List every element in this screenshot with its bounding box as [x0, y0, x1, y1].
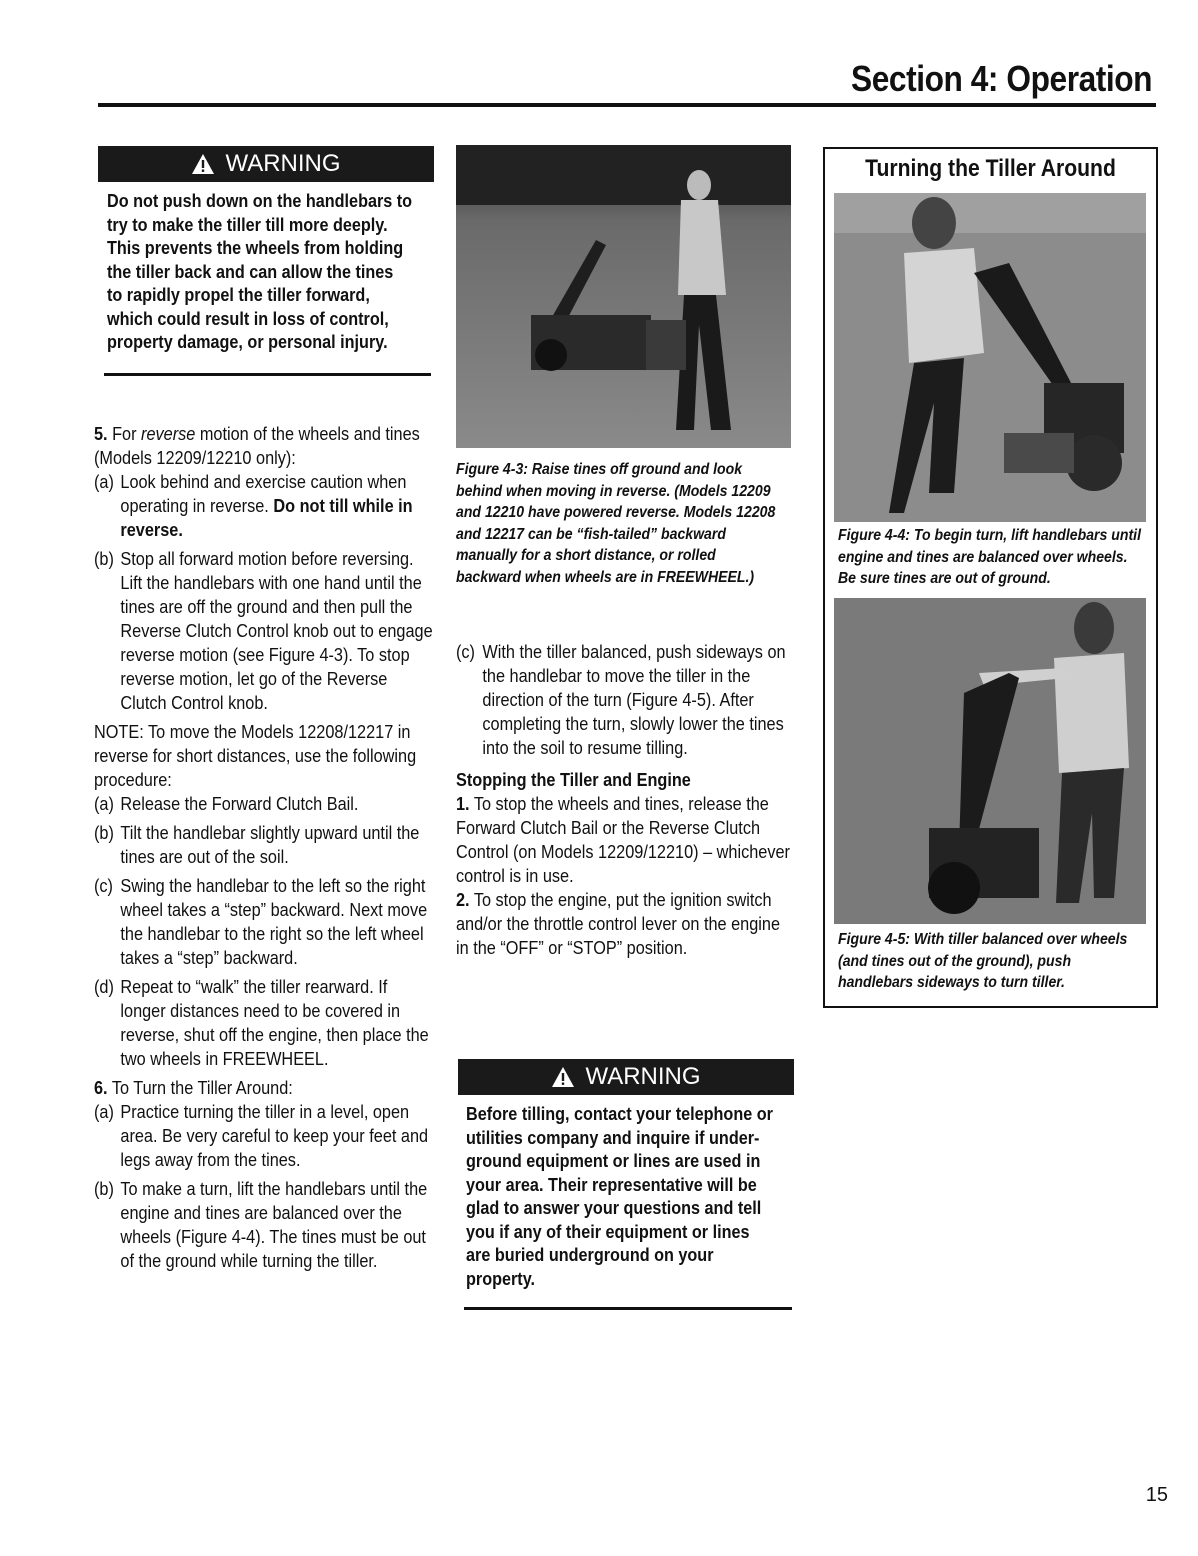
figure-4-5-photo	[834, 598, 1146, 924]
warning-line: utilities company and inquire if under-	[466, 1127, 760, 1148]
warning-line: the tiller back and can allow the tines	[107, 261, 394, 282]
note: NOTE: To move the Models 12208/12217 in reverse for short distances, use the following procedure:	[94, 721, 417, 790]
stop-step-2: 2. To stop the engine, put the ignition switch and/or the throttle control lever on the engine in the “OFF” or “STOP” position.	[456, 889, 781, 958]
warning-label: WARNING	[585, 1063, 701, 1090]
warning-line: ground equipment or lines are used in	[466, 1151, 761, 1171]
warning-line: are buried underground on your	[466, 1245, 714, 1265]
warning-line: property damage, or personal injury.	[107, 332, 388, 352]
figure-4-5-caption: Figure 4-5: With tiller balanced over wheels (and tines out of the ground), push handlebars sideways to turn tiller.	[838, 931, 1128, 991]
warning-label: WARNING	[225, 150, 341, 177]
middle-column	[456, 640, 795, 960]
note-a: (a) Release the Forward Clutch Bail.	[94, 793, 359, 814]
warning-line: property.	[466, 1268, 536, 1289]
warning-line: you if any of their equipment or lines	[466, 1221, 750, 1242]
warning-text	[466, 1103, 799, 1291]
note-d: (d) Repeat to “walk” the tiller rearward. If longer distances need to be covered in reverse, shut off the engine, then place the two wheels in FREEWHEEL.	[94, 976, 429, 1069]
warning-line: Do not push down on the handlebars to	[107, 191, 413, 211]
warning-bar	[98, 146, 434, 182]
warning-line: to rapidly propel the tiller forward,	[107, 285, 370, 305]
warning-triangle-icon	[551, 1066, 575, 1088]
step-6: 6. To Turn the Tiller Around:	[94, 1077, 293, 1098]
warning-box-2	[458, 1059, 794, 1291]
stop-step-1: 1. To stop the wheels and tines, release the Forward Clutch Bail or the Reverse Clutch Control (on Models 12209/12210) – whichever control is in use.	[456, 793, 790, 886]
step-5: 5. For reverse motion of the wheels and tines (Models 12209/12210 only):	[94, 423, 420, 468]
step-6b: (b) To make a turn, lift the handlebars until the engine and tines are balanced over the wheels (Figure 4-4). The tines must be out of the ground while turning the tiller.	[94, 1178, 428, 1271]
step-5b: (b) Stop all forward motion before reversing. Lift the handlebars with one hand until the tines are off the ground and then pull the Reverse Clutch Control knob out to engage reverse motion (see Figure 4-3). To stop reverse motion, let go of the Reverse Clutch Control knob.	[94, 548, 433, 713]
figure-4-4-caption: Figure 4-4: To begin turn, lift handlebars until engine and tines are balanced over wheels. Be sure tines are out of ground.	[838, 527, 1141, 587]
warning-line: your area. Their representative will be	[466, 1174, 757, 1195]
warning-rule-2	[464, 1307, 792, 1310]
warning-box-1	[98, 146, 434, 355]
note-c: (c) Swing the handlebar to the left so the right wheel takes a “step” backward. Next move the handlebar to the right so the left wheel takes a “step” backward.	[94, 875, 428, 968]
warning-bar	[458, 1059, 794, 1095]
page-number: 15	[1145, 1484, 1168, 1506]
step-6a: (a) Practice turning the tiller in a level, open area. Be very careful to keep your feet and legs away from the tines.	[94, 1101, 429, 1170]
warning-line: Before tilling, contact your telephone or	[466, 1104, 773, 1124]
section-title: Section 4: Operation	[850, 58, 1152, 99]
note-b: (b) Tilt the handlebar slightly upward until the tines are out of the soil.	[94, 822, 420, 867]
figure-4-4-photo	[834, 193, 1146, 522]
warning-rule-1	[104, 373, 431, 376]
figure-4-3-photo	[456, 145, 791, 448]
stopping-heading: Stopping the Tiller and Engine	[456, 769, 691, 790]
step-5a: (a) Look behind and exercise caution when operating in reverse. Do not till while in reverse.	[94, 471, 413, 540]
warning-line: which could result in loss of control,	[107, 308, 389, 329]
warning-line: try to make the tiller till more deeply.	[107, 214, 388, 235]
warning-line: glad to answer your questions and tell	[466, 1198, 762, 1218]
warning-triangle-icon	[191, 153, 215, 175]
figure-4-3-caption: Figure 4-3: Raise tines off ground and look behind when moving in reverse. (Models 12209 and 12210 have powered reverse. Models 12208 and 12217 can be “fish-tailed” backward manually for a short distance, or rolled backward when wheels are in FREEWHEEL.)	[456, 461, 776, 586]
warning-line: This prevents the wheels from holding	[107, 238, 404, 258]
left-column	[94, 422, 433, 1278]
warning-text	[107, 190, 440, 355]
sidebar-title: Turning the Tiller Around	[865, 155, 1116, 182]
header-rule	[98, 103, 1156, 107]
step-6c: (c) With the tiller balanced, push sideways on the handlebar to move the tiller in the direction of the turn (Figure 4-5). After completing the turn, slowly lower the tines into the soil to resume tilling.	[456, 641, 786, 758]
